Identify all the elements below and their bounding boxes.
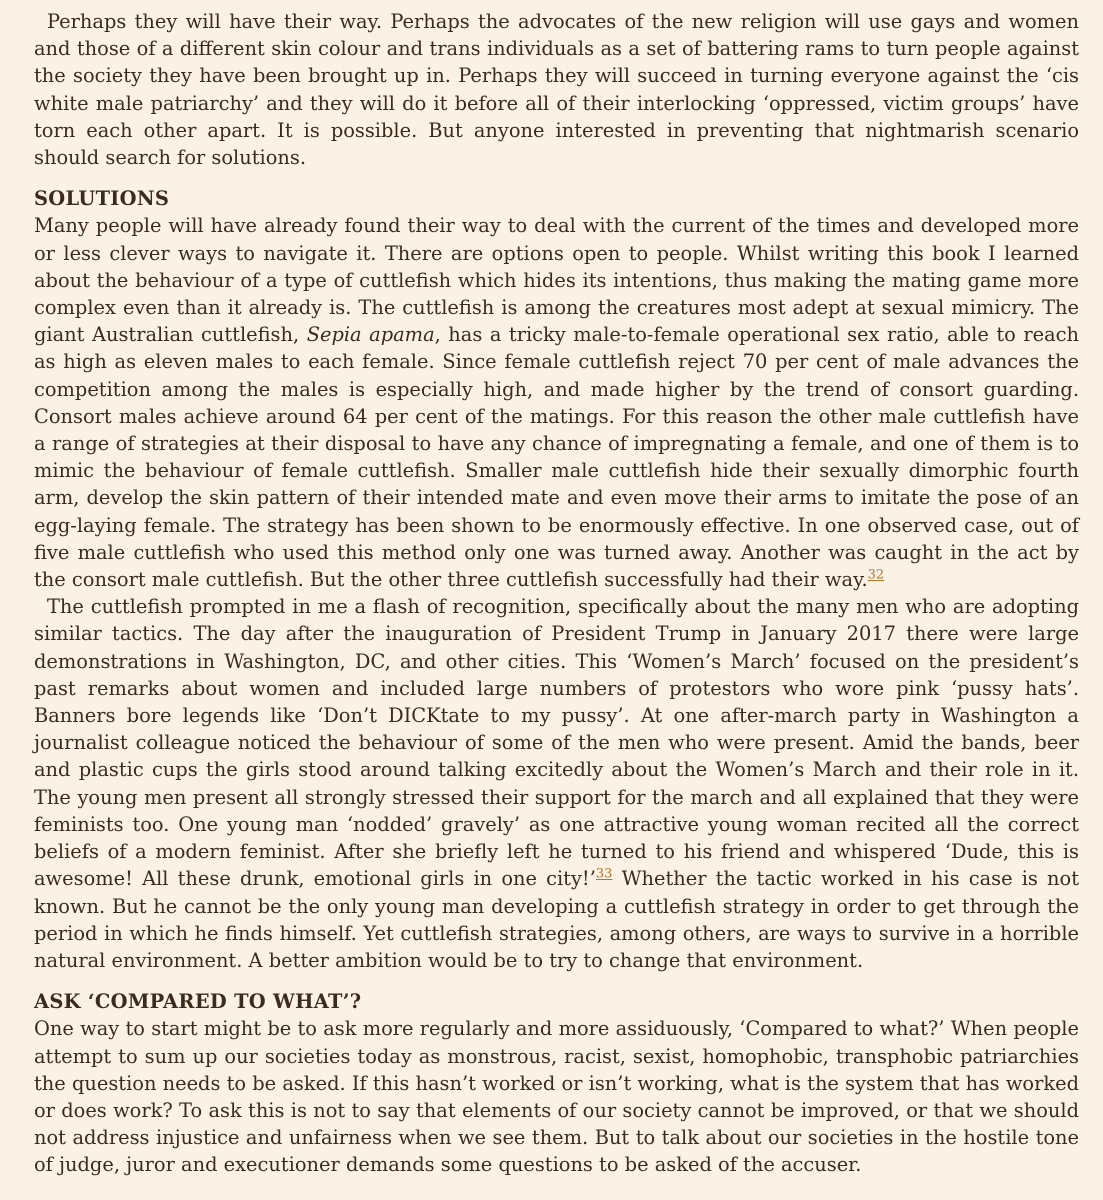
recognition-text-part2: Whether the tactic worked in his case is not known. But he cannot be the only young man developing a cuttlefish strategy in order to get through the period in which he finds himself. Yet cuttlefish strategies, among others, are ways to survive in a horrible natural environment. A better ambition would be to try to change that environment.: [34, 867, 1079, 972]
cuttlefish-text-part1: Many people will have already found their way to deal with the current of the times and developed more or less clever ways to navigate it. There are options open to people. Whilst writing this book I learned about the behaviour of a type of cuttlefish which hides its intentions, thus making the mating game more complex even than it already is. The cuttlefish is among the creatures most adept at sexual mimicry. The giant Australian cuttlefish,: [34, 214, 1079, 347]
compared-paragraph: One way to start might be to ask more regularly and more assiduously, ‘Compared to what?’ When people attempt to sum up our societies today as monstrous, racist, sexist, homophobic, transphobic patriarchies the question needs to be asked. If this hasn’t worked or isn’t working, what is the system that has worked or does work? To ask this is not to say that elements of our society cannot be improved, or that we should not address injustice and unfairness when we see them. But to talk about our societies in the hostile tone of judge, juror and executioner demands some questions to be asked of the accuser.: [34, 1017, 1079, 1177]
intro-paragraph: Perhaps they will have their way. Perhaps the advocates of the new religion will use gays and women and those of a different skin colour and trans individuals as a set of battering rams to turn people against the society they have been brought up in. Perhaps they will succeed in turning everyone against the ‘cis white male patriarchy’ and they will do it before all of their interlocking ‘oppressed, victim groups’ have torn each other apart. It is possible. But anyone interested in preventing that nightmarish scenario should search for solutions.: [34, 10, 1079, 170]
footnote-link-32[interactable]: 32: [867, 567, 885, 583]
recognition-text-part1: The cuttlefish prompted in me a flash of recognition, specifically about the many men who are adopting similar tactics. The day after the inauguration of President Trump in January 2017 there were large demonstrations in Washington, DC, and other cities. This ‘Women’s March’ focused on the president’s past remarks about women and included large numbers of protestors who wore pink ‘pussy hats’. Banners bore legends like ‘Don’t DICKtate to my pussy’. At one after-march party in Washington a journalist colleague noticed the behaviour of some of the men who were present. Amid the bands, beer and plastic cups the girls stood around talking excitedly about the Women’s March and their role in it. The young men present all strongly stressed their support for the march and all explained that they were feminists too. One young man ‘nodded’ gravely’ as one attractive young woman recited all the correct beliefs of a modern feminist. After she briefly left he turned to his friend and whispered ‘Dude, this is awesome! All these drunk, emotional girls in one city!’: [34, 595, 1079, 891]
cuttlefish-text-part2: , has a tricky male-to-female operational sex ratio, able to reach as high as eleven males to each female. Since female cuttlefish reject 70 per cent of male advances the competition among the males is especially high, and made higher by the trend of consort guarding. Consort males achieve around 64 per cent of the matings. For this reason the other male cuttlefish have a range of strategies at their disposal to have any chance of impregnating a female, and one of them is to mimic the behaviour of female cuttlefish. Smaller male cuttlefish hide their sexually dimorphic fourth arm, develop the skin pattern of their intended mate and even move their arms to imitate the pose of an egg-laying female. The strategy has been shown to be enormously effective. In one observed case, out of five male cuttlefish who used this method only one was turned away. Another was caught in the act by the consort male cuttlefish. But the other three cuttlefish successfully had their way.: [34, 323, 1079, 592]
section-heading-solutions: SOLUTIONS: [34, 187, 170, 211]
footnote-link-33[interactable]: 33: [595, 866, 613, 882]
book-page: [34, 8, 1079, 1179]
recognition-paragraph: [34, 593, 1079, 974]
cuttlefish-paragraph: [34, 212, 1079, 593]
section-heading-compared-to-what: ASK ‘COMPARED TO WHAT’?: [34, 990, 362, 1014]
species-name: Sepia apama: [306, 323, 435, 347]
